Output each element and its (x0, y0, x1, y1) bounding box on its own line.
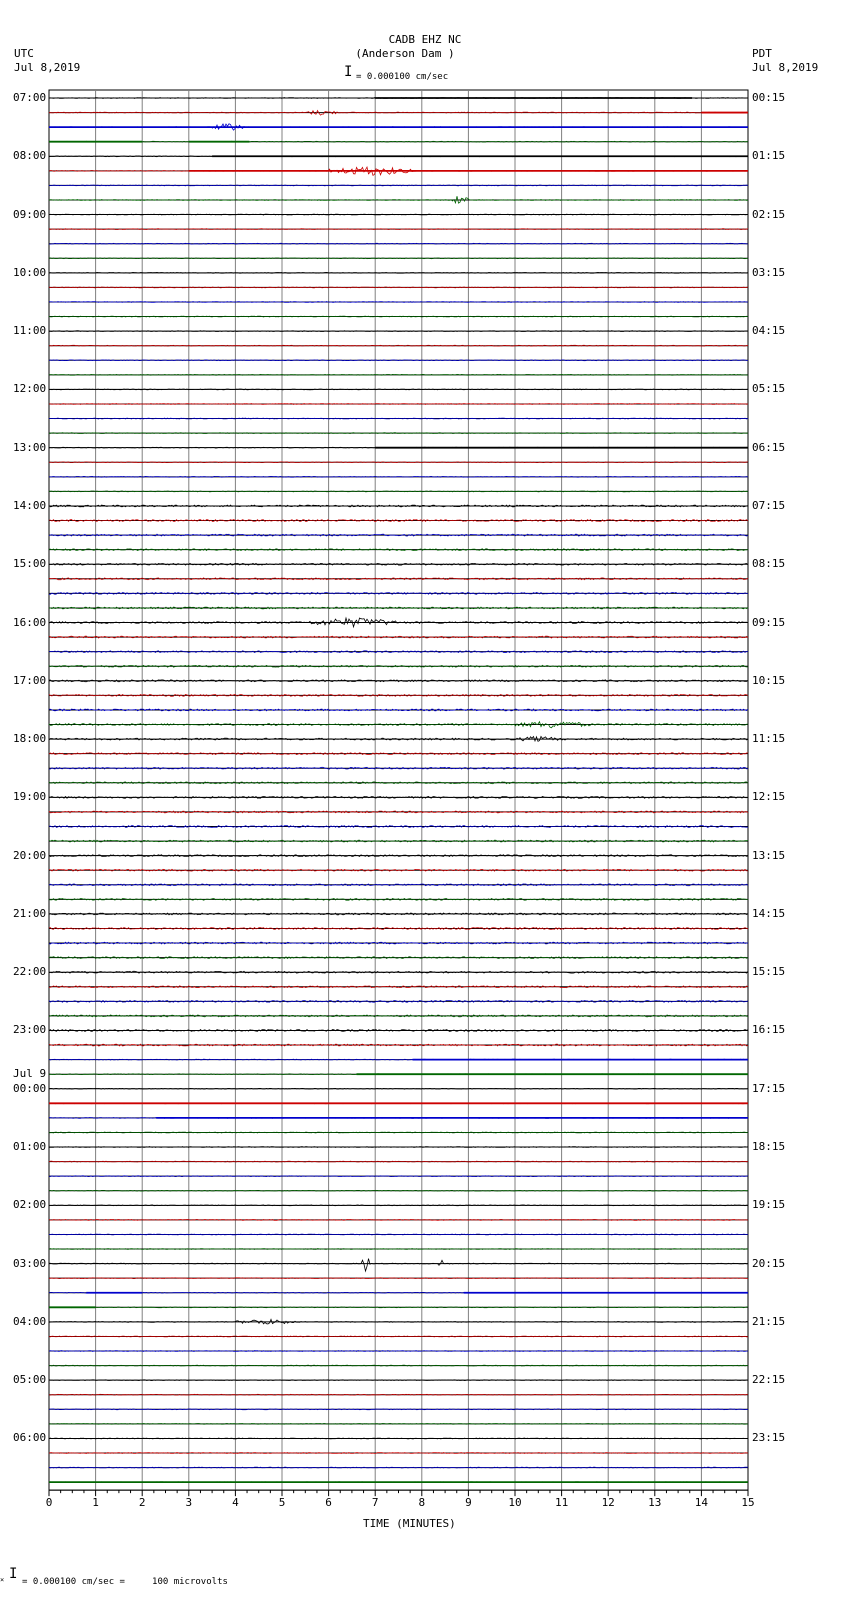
x-tick-label: 6 (325, 1496, 332, 1510)
pdt-time-label: 07:15 (752, 498, 786, 512)
x-tick-label: 15 (741, 1496, 755, 1510)
pdt-time-label: 15:15 (752, 965, 786, 979)
utc-time-label: 18:00 (13, 732, 47, 746)
footer-scale-note: = 0.000100 cm/sec = 100 microvolts (22, 1577, 228, 1587)
utc-time-label: 17:00 (13, 673, 47, 687)
trace-59 (49, 957, 748, 959)
trace-90 (49, 1409, 748, 1410)
utc-time-label: 22:00 (13, 965, 47, 979)
utc-time-label: 12:00 (13, 382, 47, 396)
utc-time-label: Jul 9 (13, 1067, 47, 1081)
utc-time-label: 19:00 (13, 790, 47, 804)
utc-time-label: 01:00 (13, 1140, 47, 1154)
pdt-time-label: 11:15 (752, 732, 786, 746)
utc-time-label: 00:00 (13, 1081, 47, 1095)
utc-time-label: 09:00 (13, 207, 47, 221)
trace-64 (49, 1030, 748, 1032)
x-axis-label: TIME (MINUTES) (363, 1517, 456, 1530)
x-tick-label: 14 (694, 1496, 709, 1510)
x-tick-label: 0 (45, 1496, 53, 1510)
utc-time-label: 10:00 (13, 265, 47, 279)
pdt-time-label: 21:15 (752, 1314, 786, 1328)
right-timezone: PDT (752, 47, 772, 60)
x-tick-label: 9 (465, 1496, 472, 1510)
x-tick-label: 7 (371, 1496, 379, 1510)
x-tick-label: 10 (508, 1496, 522, 1510)
utc-time-label: 23:00 (13, 1023, 47, 1037)
right-date: Jul 8,2019 (752, 61, 819, 74)
trace-53 (49, 869, 748, 871)
x-tick-label: 8 (418, 1496, 426, 1510)
plot-frame (49, 90, 748, 1490)
utc-time-label: 16:00 (13, 615, 47, 629)
footer-mark-icon: × (0, 1576, 5, 1584)
pdt-time-label: 20:15 (752, 1256, 786, 1270)
trace-80 (49, 1259, 748, 1272)
pdt-time-label: 22:15 (752, 1373, 786, 1387)
pdt-time-label: 12:15 (752, 790, 786, 804)
utc-time-label: 07:00 (13, 91, 47, 104)
pdt-time-label: 00:15 (752, 91, 786, 104)
utc-time-label: 11:00 (13, 324, 47, 338)
scale-label: = 0.000100 cm/sec (356, 72, 449, 82)
x-tick-label: 5 (278, 1496, 286, 1510)
pdt-time-label: 10:15 (752, 673, 786, 687)
pdt-time-label: 13:15 (752, 848, 786, 862)
x-tick-label: 3 (185, 1496, 193, 1510)
utc-time-label: 14:00 (13, 498, 47, 512)
station-location: (Anderson Dam ) (355, 47, 455, 60)
trace-45 (49, 753, 748, 755)
pdt-time-label: 05:15 (752, 382, 786, 396)
left-timezone: UTC (14, 47, 34, 60)
pdt-time-label: 17:15 (752, 1081, 786, 1095)
x-tick-label: 2 (138, 1496, 146, 1510)
pdt-time-label: 16:15 (752, 1023, 786, 1037)
utc-time-label: 02:00 (13, 1198, 47, 1212)
footer-scale-bar-icon: I (9, 1566, 18, 1582)
utc-time-label: 13:00 (13, 440, 47, 454)
pdt-time-label: 03:15 (752, 265, 786, 279)
utc-time-label: 05:00 (13, 1373, 47, 1387)
x-tick-label: 11 (554, 1496, 569, 1510)
pdt-time-label: 14:15 (752, 906, 786, 920)
pdt-time-label: 08:15 (752, 557, 786, 571)
x-tick-label: 1 (92, 1496, 99, 1510)
utc-time-label: 15:00 (13, 557, 47, 571)
trace-31 (49, 549, 748, 551)
pdt-time-label: 18:15 (752, 1140, 786, 1154)
utc-time-label: 06:00 (13, 1431, 47, 1445)
pdt-time-label: 02:15 (752, 207, 786, 221)
station-title: CADB EHZ NC (388, 33, 462, 46)
left-date: Jul 8,2019 (14, 61, 81, 74)
pdt-time-label: 09:15 (752, 615, 786, 629)
trace-39 (49, 665, 748, 667)
x-tick-label: 12 (601, 1496, 615, 1510)
pdt-time-label: 01:15 (752, 149, 786, 163)
scale-bar-icon: I (344, 64, 353, 80)
utc-time-label: 21:00 (13, 906, 47, 920)
utc-time-label: 03:00 (13, 1256, 47, 1270)
pdt-time-label: 19:15 (752, 1198, 786, 1212)
utc-time-label: 04:00 (13, 1314, 47, 1328)
x-tick-label: 13 (648, 1496, 662, 1510)
trace-43 (49, 722, 748, 728)
utc-time-label: 20:00 (13, 848, 47, 862)
utc-time-label: 08:00 (13, 149, 47, 163)
pdt-time-label: 06:15 (752, 440, 786, 454)
pdt-time-label: 23:15 (752, 1431, 786, 1445)
x-tick-label: 4 (232, 1496, 239, 1510)
pdt-time-label: 04:15 (752, 324, 786, 338)
